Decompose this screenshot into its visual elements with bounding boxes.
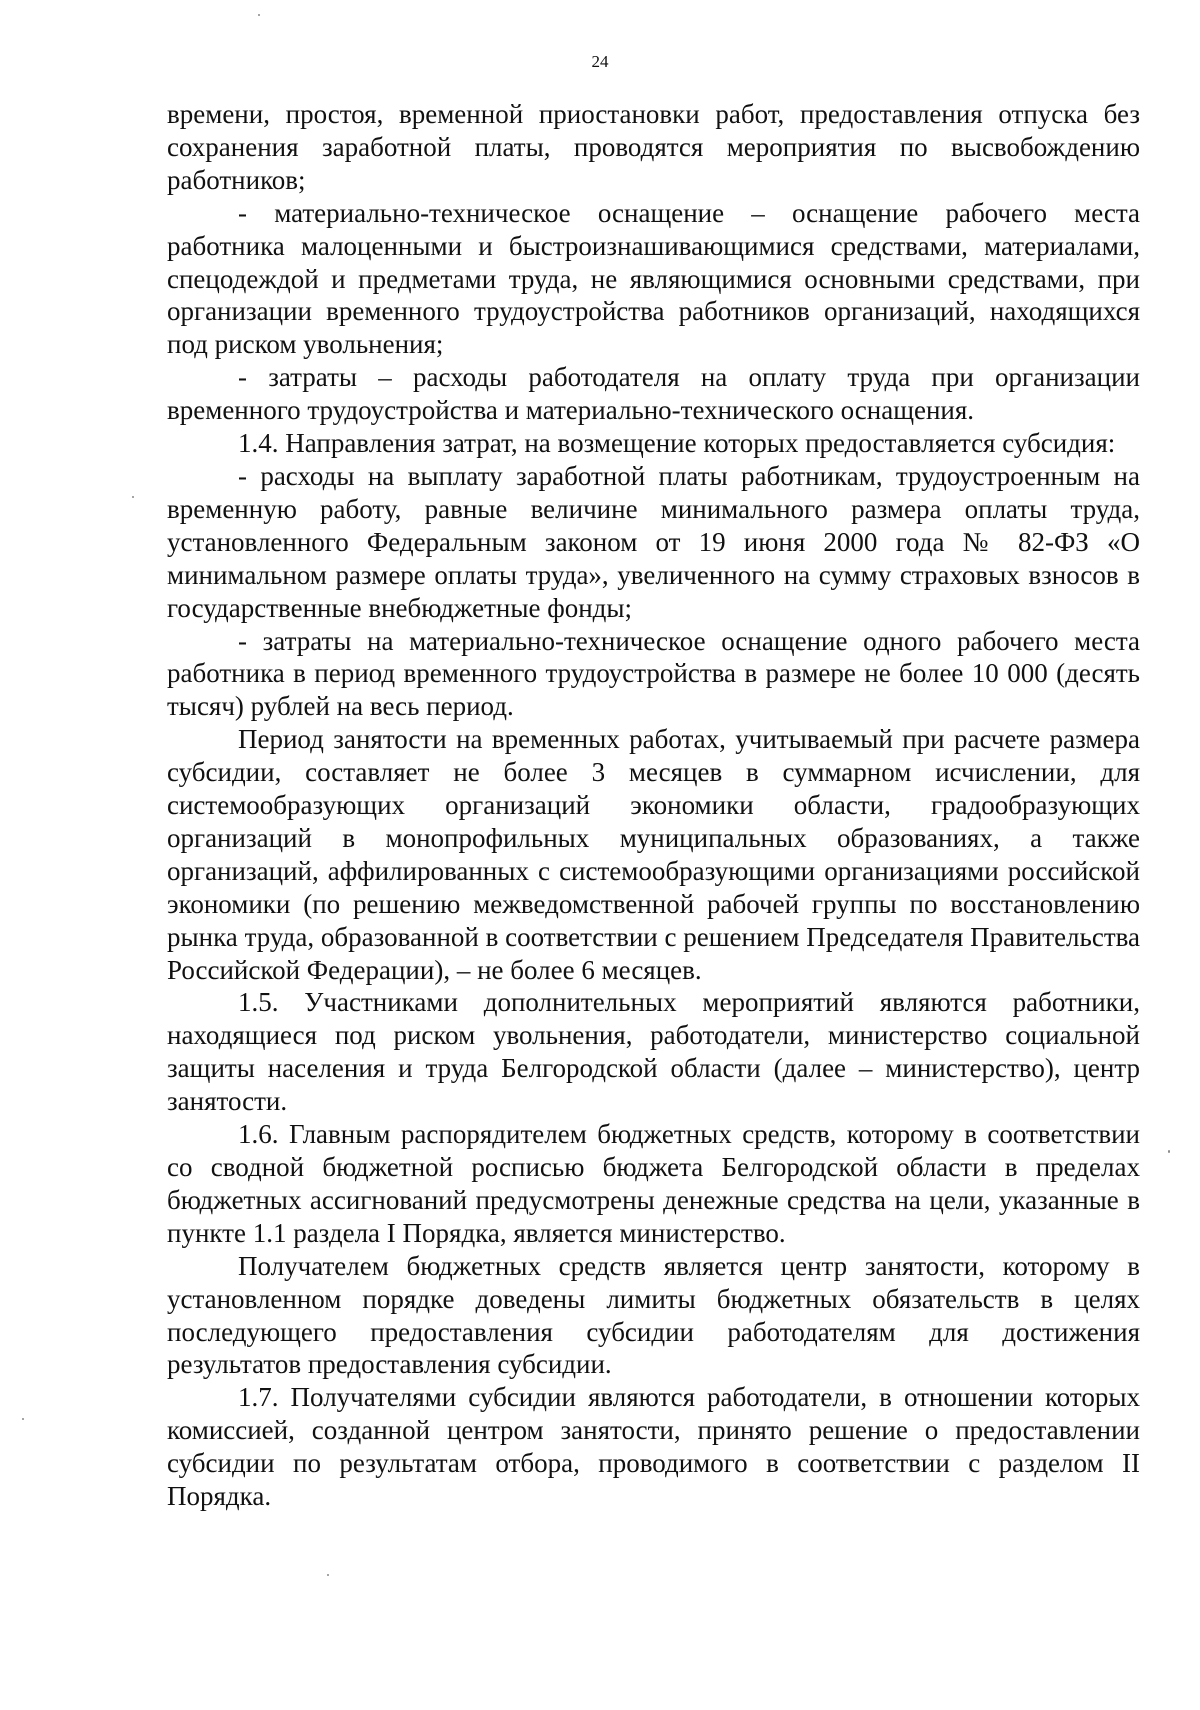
paragraph-1-4: 1.4. Направления затрат, на возмещение которых предоставляется субсидия: — [238, 428, 1116, 459]
page-number: 24 — [591, 52, 609, 71]
paragraph-budget-recipient: Получателем бюджетных средств является центр занятости, которому в установленном порядке доведены лимиты бюджетных обязательств в целях последующего предоставления субсидии работодателям для достижения результатов предоставления субсидии. — [167, 1250, 1140, 1380]
scan-speck — [258, 14, 260, 16]
paragraph-costs-definition: - затраты – расходы работодателя на оплату труда при организации временного трудоустройства и материально-технического оснащения. — [167, 362, 1140, 426]
paragraph-continuation: времени, простоя, временной приостановки работ, предоставления отпуска без сохранения заработной платы, проводятся мероприятия по высвобождению работников; — [167, 99, 1140, 195]
paragraph-equipment-costs: - затраты на материально-техническое оснащение одного рабочего места работника в период временного трудоустройства в размере не более 10 000 (десять тысяч) рублей на весь период. — [167, 625, 1140, 722]
paragraph-employment-period: Период занятости на временных работах, учитываемый при расчете размера субсидии, составляет не более 3 месяцев в суммарном исчислении, для системообразующих организаций экономики области, градообразующих организаций в монопрофильных муниципальных образованиях, а также организаций, аффилированных с системообразующими организациями российской экономики (по решению межведомственной рабочей группы по восстановлению рынка труда, образованной в соответствии с решением Председателя Правительства Российской Федерации), – не более 6 месяцев. — [167, 724, 1140, 985]
scan-speck — [22, 1418, 24, 1420]
scan-speck — [132, 496, 134, 498]
paragraph-1-5: 1.5. Участниками дополнительных мероприятий являются работники, находящиеся под риском увольнения, работодатели, министерство социальной защиты населения и труда Белгородской области (далее – министерство), центр занятости. — [167, 987, 1140, 1117]
scan-speck — [327, 1574, 329, 1576]
document-body — [167, 98, 1140, 1513]
paragraph-wage-expenses: - расходы на выплату заработной платы работникам, трудоустроенным на временную работу, равные величине минимального размера оплаты труда, установленного Федеральным законом от 19 июня 2000 года № 82-ФЗ «О минимальном размере оплаты труда», увеличенного на сумму страховых взносов в государственные внебюджетные фонды; — [167, 460, 1140, 623]
paragraph-1-7: 1.7. Получателями субсидии являются работодатели, в отношении которых комиссией, созданной центром занятости, принято решение о предоставлении субсидии по результатам отбора, проводимого в соответствии с разделом II Порядка. — [167, 1382, 1140, 1512]
paragraph-equipment-definition: - материально-техническое оснащение – оснащение рабочего места работника малоценными и быстроизнашивающимися средствами, материалами, спецодеждой и предметами труда, не являющимися основными средствами, при организации временного трудоустройства работников организаций, находящихся под риском увольнения; — [167, 197, 1140, 360]
paragraph-1-6: 1.6. Главным распорядителем бюджетных средств, которому в соответствии со сводной бюджетной росписью бюджета Белгородской области в пределах бюджетных ассигнований предусмотрены денежные средства на цели, указанные в пункте 1.1 раздела I Порядка, является министерство. — [167, 1119, 1140, 1248]
scan-speck — [1168, 1150, 1170, 1153]
